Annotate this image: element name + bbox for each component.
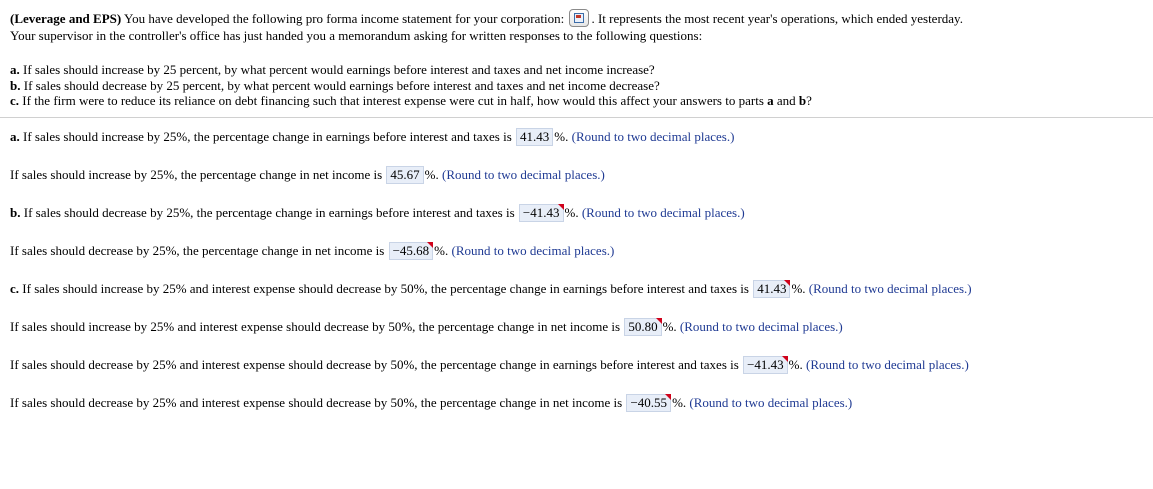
document-icon[interactable] bbox=[569, 9, 589, 27]
question-b: b. If sales should decrease by 25 percent, by what percent would earnings before interest and taxes and net income decrease? bbox=[10, 77, 660, 93]
answer-input[interactable]: −41.43 bbox=[519, 204, 564, 222]
problem-intro bbox=[10, 9, 1145, 44]
question-a: a. If sales should increase by 25 percent, by what percent would earnings before interest and taxes and net income increase? bbox=[10, 62, 655, 77]
answer-input[interactable]: −41.43 bbox=[743, 356, 788, 374]
rounding-hint: (Round to two decimal places.) bbox=[442, 167, 605, 182]
answer-input[interactable]: −40.55 bbox=[626, 394, 671, 412]
answer-input[interactable]: 45.67 bbox=[386, 166, 423, 184]
rounding-hint: (Round to two decimal places.) bbox=[581, 205, 745, 220]
section-divider bbox=[0, 117, 1153, 118]
problem-title: (Leverage and EPS) bbox=[10, 11, 122, 26]
answer-b-net-income: If sales should decrease by 25%, the percentage change in net income is −45.68 %. (Round to two decimal places.) bbox=[10, 243, 615, 258]
rounding-hint: (Round to two decimal places.) bbox=[806, 357, 969, 372]
answer-c-decrease-net-income: If sales should decrease by 25% and interest expense should decrease by 50%, the percentage change in net income is −40.55 %. (Round to two decimal places.) bbox=[10, 395, 853, 410]
rounding-hint: (Round to two decimal places.) bbox=[689, 395, 853, 410]
answer-c-increase-ebit: c. If sales should increase by 25% and interest expense should decrease by 50%, the percentage change in earnings before interest and taxes is 41.43 %. (Round to two decimal places.) bbox=[10, 281, 972, 296]
rounding-hint: (Round to two decimal places.) bbox=[451, 243, 615, 258]
intro-text-end: . It represents the most recent year's operations, which ended yesterday. bbox=[591, 11, 963, 26]
rounding-hint: (Round to two decimal places.) bbox=[679, 319, 843, 334]
answer-b-ebit: b. If sales should decrease by 25%, the percentage change in earnings before interest and taxes is −41.43 %. (Round to two decimal places.) bbox=[10, 205, 745, 220]
answer-input[interactable]: 50.80 bbox=[624, 318, 661, 336]
intro-text: You have developed the following pro forma income statement for your corporation: bbox=[121, 11, 568, 26]
rounding-hint: (Round to two decimal places.) bbox=[808, 281, 972, 296]
answer-c-decrease-ebit: If sales should decrease by 25% and interest expense should decrease by 50%, the percentage change in earnings before interest and taxes is −41.43 %. (Round to two decimal places.) bbox=[10, 357, 969, 372]
answer-input[interactable]: −45.68 bbox=[389, 242, 434, 260]
question-c: c. If the firm were to reduce its reliance on debt financing such that interest expense were cut in half, how would this affect your answers to parts a and b? bbox=[10, 93, 812, 108]
answer-a-ebit: a. If sales should increase by 25%, the percentage change in earnings before interest and taxes is 41.43 %. (Round to two decimal places.) bbox=[10, 129, 735, 144]
answer-input[interactable]: 41.43 bbox=[753, 280, 790, 298]
question-list bbox=[10, 62, 812, 109]
answer-c-increase-net-income: If sales should increase by 25% and interest expense should decrease by 50%, the percentage change in net income is 50.80 %. (Round to two decimal places.) bbox=[10, 319, 843, 334]
rounding-hint: (Round to two decimal places.) bbox=[571, 129, 735, 144]
intro-line-2: Your supervisor in the controller's office has just handed you a memorandum asking for written responses to the following questions: bbox=[10, 28, 703, 43]
answer-input[interactable]: 41.43 bbox=[516, 128, 553, 146]
answer-a-net-income: If sales should increase by 25%, the percentage change in net income is 45.67 %. (Round to two decimal places.) bbox=[10, 167, 605, 182]
